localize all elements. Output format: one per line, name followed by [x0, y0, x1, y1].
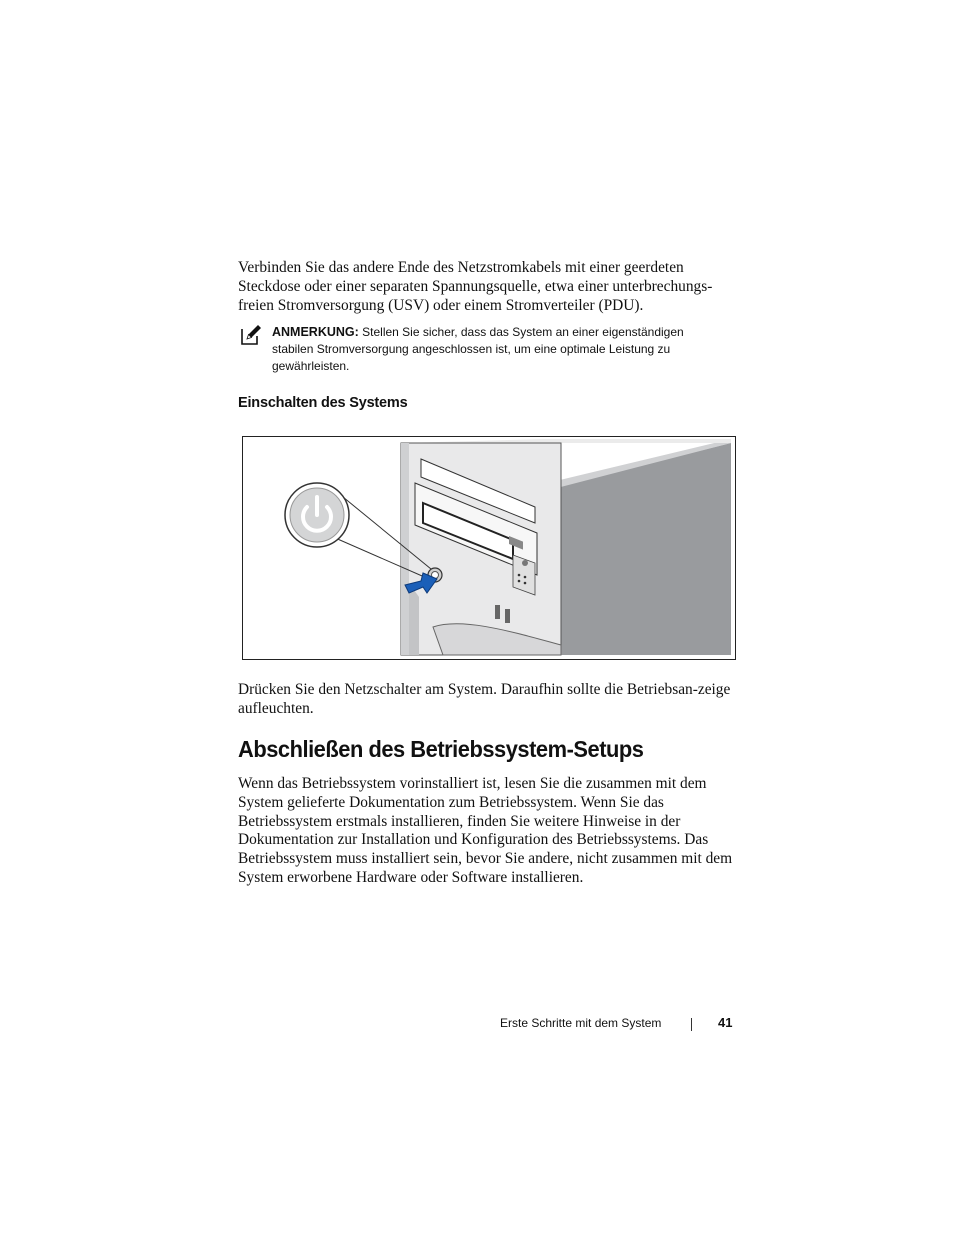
note-pencil-icon [240, 324, 262, 346]
note-box [272, 324, 712, 375]
intro-paragraph: Verbinden Sie das andere Ende des Netzstromkabels mit einer geerdeten Steckdose oder einer separaten Spannungsquelle, etwa einer unterbrechungs-freien Stromversorgung (USV) oder einem Stromverteiler (PDU). [238, 259, 713, 314]
page-number: 41 [718, 1015, 733, 1030]
note-text: Stellen Sie sicher, dass das System an einer eigenständigen stabilen Stromversorgung angeschlossen ist, um eine optimale Leistung zu gewährleisten. [272, 325, 684, 373]
section-body: Wenn das Betriebssystem vorinstalliert ist, lesen Sie die zusammen mit dem System gelieferte Dokumentation zum Betriebssystem. Wenn Sie das Betriebssystem erstmals installieren, finden Sie weitere Hinweise in der Dokumentation zur Installation und Konfiguration des Betriebssystems. Das Betriebssystem muss installiert sein, bevor Sie andere, nicht zusammen mit dem System erworbene Hardware oder Software installieren. [238, 775, 733, 886]
section-title: Abschließen des Betriebssystem-Setups [238, 736, 644, 762]
subheading-power-on: Einschalten des Systems [238, 395, 408, 411]
note-label: ANMERKUNG: [272, 325, 359, 339]
footer-separator [691, 1018, 692, 1031]
press-instruction: Drücken Sie den Netzschalter am System. Daraufhin sollte die Betriebsan-zeige aufleuchten. [238, 681, 731, 717]
power-button-illustration [242, 436, 736, 660]
server-tower-drawing [243, 437, 736, 660]
footer-chapter: Erste Schritte mit dem System [500, 1016, 662, 1030]
